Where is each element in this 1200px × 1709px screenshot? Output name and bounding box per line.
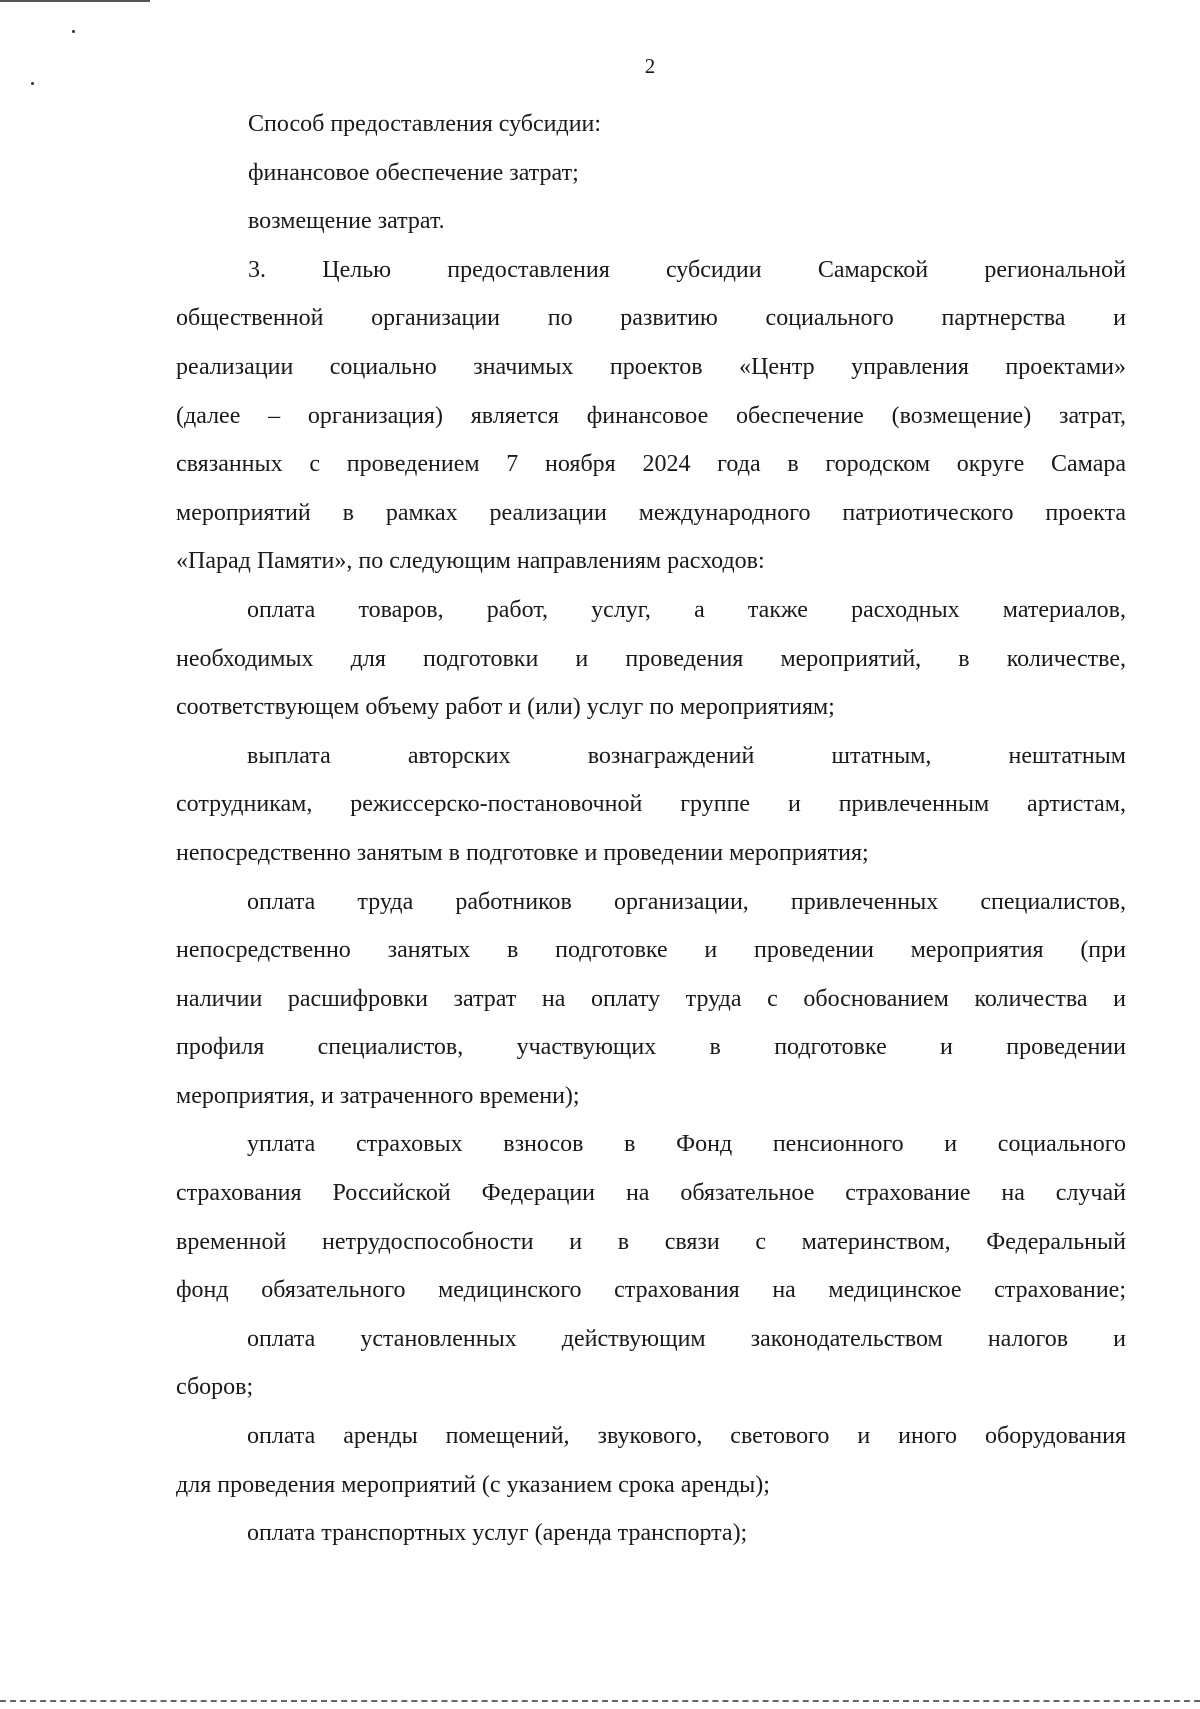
method-item: возмещение затрат. [248, 208, 445, 235]
expense-item-insurance: уплата страховых взносов в Фонд пенсионного и социального страхования Российской Федерации на обязательное страхование на случай временной нетрудоспособности и в связи с материнством, Федеральный фонд обязательного медицинского страхования на медицинское страхование; [176, 1131, 1126, 1304]
expense-item-goods: оплата товаров, работ, услуг, а также расходных материалов, необходимых для подготовки и проведения мероприятий, в количестве, соответствующем объему работ и (или) услуг по мероприятиям; [176, 596, 1126, 721]
expense-item-rent: оплата аренды помещений, звукового, светового и иного оборудования для проведения мероприятий (с указанием срока аренды); [176, 1423, 1126, 1498]
expense-item-transport: оплата транспортных услуг (аренда транспорта); [247, 1520, 748, 1547]
scan-speck [72, 30, 75, 33]
method-heading: Способ предоставления субсидии: [248, 111, 602, 137]
document-body [176, 100, 1126, 1558]
page-number: 2 [644, 54, 656, 78]
scan-edge-top [0, 0, 150, 2]
scan-edge-bottom [0, 1700, 1200, 1702]
scan-speck [31, 82, 34, 85]
paragraph-3: 3. Целью предоставления субсидии Самарской региональной общественной организации по развитию социального партнерства и реализации социально значимых проектов «Центр управления проектами» (далее – организация) является финансовое обеспечение (возмещение) затрат, связанных с проведением 7 ноября 2024 года в городском округе Самара мероприятий в рамках реализации международного патриотического проекта «Парад Памяти», по следующим направлениям расходов: [176, 256, 1126, 575]
expense-item-taxes: оплата установленных действующим законодательством налогов и сборов; [176, 1325, 1126, 1401]
expense-item-royalties: выплата авторских вознаграждений штатным, нештатным сотрудникам, режиссерско-постановочной группе и привлеченным артистам, непосредственно занятым в подготовке и проведении мероприятия; [176, 742, 1126, 866]
method-item: финансовое обеспечение затрат; [248, 159, 579, 186]
expense-item-labor: оплата труда работников организации, привлеченных специалистов, непосредственно занятых в подготовке и проведении мероприятия (при наличии расшифровки затрат на оплату труда с обоснованием количества и профиля специалистов, участвующих в подготовке и проведении мероприятия, и затраченного времени); [176, 888, 1126, 1109]
